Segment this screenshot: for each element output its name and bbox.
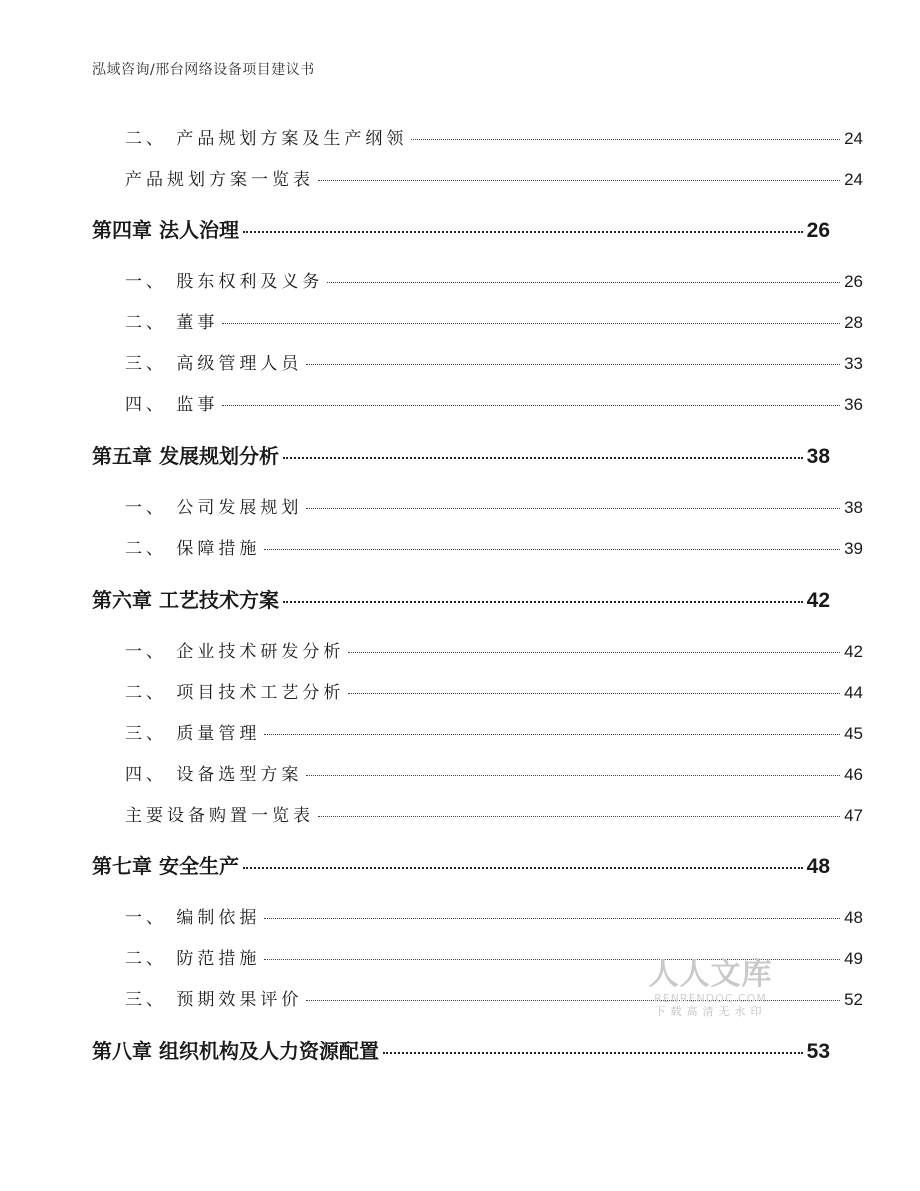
toc-chapter-label: 第七章 安全生产 [92, 854, 239, 878]
toc-entry-page: 38 [844, 498, 863, 517]
toc-entry-label: 四、 设备选型方案 [125, 765, 303, 785]
toc-chapter[interactable] [92, 1035, 830, 1064]
toc-entry-label: 二、 保障措施 [125, 539, 261, 559]
toc-leader-dots [318, 816, 840, 817]
toc-entry[interactable] [92, 267, 863, 292]
toc-leader-dots [283, 457, 803, 459]
toc-entry-label: 产品规划方案一览表 [125, 170, 314, 190]
toc-leader-dots [264, 918, 840, 919]
toc-entry-page: 26 [844, 272, 863, 291]
toc-leader-dots [348, 693, 840, 694]
toc-entry-label: 一、 股东权利及义务 [125, 272, 324, 292]
toc-leader-dots [383, 1052, 803, 1054]
toc-entry-page: 39 [844, 539, 863, 558]
toc-chapter-page: 42 [806, 589, 830, 612]
toc-chapter-page: 48 [806, 855, 830, 878]
toc-leader-dots [327, 282, 840, 283]
toc-entry-page: 28 [844, 313, 863, 332]
watermark-url: RENRENDOC.COM [654, 992, 767, 1005]
watermark-title: 人人文库 [648, 957, 773, 992]
toc-chapter-page: 26 [806, 219, 830, 242]
toc-entry[interactable] [92, 719, 863, 744]
toc-leader-dots [411, 139, 840, 140]
toc-entry-label: 一、 公司发展规划 [125, 498, 303, 518]
toc-entry[interactable] [92, 637, 863, 662]
watermark [648, 958, 773, 1019]
toc-entry-page: 44 [844, 683, 863, 702]
toc-entry-page: 48 [844, 908, 863, 927]
toc-entry-label: 三、 高级管理人员 [125, 354, 303, 374]
toc-entry-label: 四、 监事 [125, 395, 219, 415]
toc-leader-dots [306, 508, 840, 509]
toc-entry-page: 52 [844, 990, 863, 1009]
toc-entry-label: 一、 编制依据 [125, 908, 261, 928]
toc-chapter[interactable] [92, 584, 830, 613]
toc-chapter[interactable] [92, 850, 830, 879]
toc-chapter[interactable] [92, 440, 830, 469]
toc-leader-dots [348, 652, 840, 653]
toc-leader-dots [306, 364, 840, 365]
toc-chapter-label: 第八章 组织机构及人力资源配置 [92, 1039, 379, 1063]
toc-leader-dots [222, 323, 840, 324]
toc-leader-dots [264, 734, 840, 735]
toc-entry-page: 24 [844, 129, 863, 148]
toc-entry-page: 36 [844, 395, 863, 414]
toc-entry-label: 三、 质量管理 [125, 724, 261, 744]
toc-leader-dots [243, 231, 803, 233]
toc-entry[interactable] [92, 903, 863, 928]
toc-entry-page: 33 [844, 354, 863, 373]
toc-entry[interactable] [92, 308, 863, 333]
toc-chapter-page: 53 [806, 1040, 830, 1063]
toc-entry-page: 45 [844, 724, 863, 743]
toc-entry[interactable] [92, 390, 863, 415]
toc-chapter[interactable] [92, 214, 830, 243]
toc-entry[interactable] [92, 534, 863, 559]
toc-entry-page: 47 [844, 806, 863, 825]
toc-entry[interactable] [92, 165, 863, 190]
toc-leader-dots [306, 775, 840, 776]
toc-entry-page: 42 [844, 642, 863, 661]
toc-entry-label: 一、 企业技术研发分析 [125, 642, 345, 662]
toc-chapter-label: 第四章 法人治理 [92, 218, 239, 242]
toc-entry[interactable] [92, 801, 863, 826]
toc-entry-label: 二、 产品规划方案及生产纲领 [125, 129, 408, 149]
toc-entry-label: 二、 防范措施 [125, 949, 261, 969]
toc-entry-page: 24 [844, 170, 863, 189]
toc-entry[interactable] [92, 349, 863, 374]
toc-leader-dots [318, 180, 840, 181]
page-header: 泓域咨询/邢台网络设备项目建议书 [92, 62, 315, 78]
toc-leader-dots [243, 867, 803, 869]
toc-entry[interactable] [92, 678, 863, 703]
toc-entry[interactable] [92, 493, 863, 518]
toc-entry-label: 二、 项目技术工艺分析 [125, 683, 345, 703]
toc-chapter-label: 第五章 发展规划分析 [92, 444, 279, 468]
toc-entry-page: 49 [844, 949, 863, 968]
toc-leader-dots [283, 601, 803, 603]
toc-entry-page: 46 [844, 765, 863, 784]
toc-entry-label: 主要设备购置一览表 [125, 806, 314, 826]
toc-entry-label: 三、 预期效果评价 [125, 990, 303, 1010]
toc-chapter-label: 第六章 工艺技术方案 [92, 588, 279, 612]
toc-entry[interactable] [92, 760, 863, 785]
toc-chapter-page: 38 [806, 445, 830, 468]
toc-leader-dots [264, 549, 840, 550]
toc-entry-label: 二、 董事 [125, 313, 219, 333]
toc-entry[interactable] [92, 124, 863, 149]
toc-leader-dots [222, 405, 840, 406]
watermark-subtitle: 下载高清无水印 [654, 1005, 767, 1018]
